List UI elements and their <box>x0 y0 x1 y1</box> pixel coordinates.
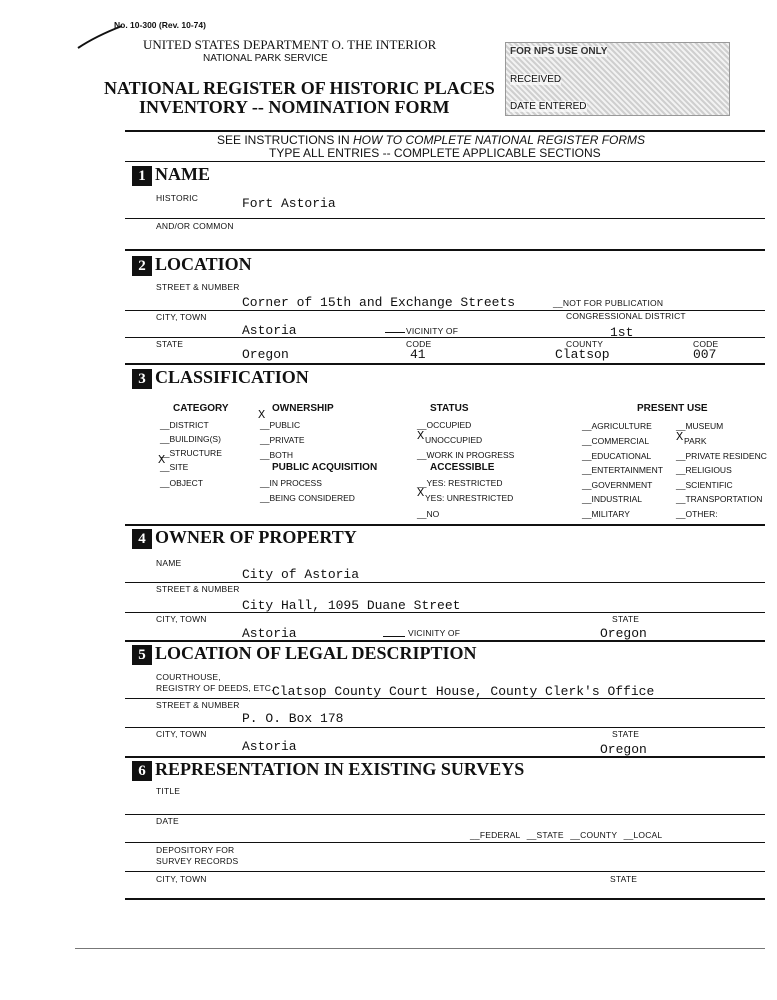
field-divider <box>125 612 765 613</box>
survey-city-label: CITY, TOWN <box>156 874 207 884</box>
legal-city-label: CITY, TOWN <box>156 729 207 739</box>
form-number: No. 10-300 (Rev. 10-74) <box>114 20 206 30</box>
ownership-public: __PUBLIC <box>260 420 301 430</box>
legal-city-value: Astoria <box>242 739 297 754</box>
survey-date-label: DATE <box>156 816 179 826</box>
status-heading: STATUS <box>430 403 469 414</box>
use-government: __GOVERNMENT <box>582 480 653 490</box>
use-military: __MILITARY <box>582 509 630 519</box>
use-entertainment: __ENTERTAINMENT <box>582 465 663 475</box>
use-scientific: __SCIENTIFIC <box>676 480 733 490</box>
ownership-both: __BOTH <box>260 450 294 460</box>
status-unoccupied: UNOCCUPIED <box>425 435 483 445</box>
survey-state-label: STATE <box>610 874 638 884</box>
use-transportation: __TRANSPORTATION <box>676 494 763 504</box>
acquisition-in-process: __IN PROCESS <box>260 478 322 488</box>
nps-use-label: FOR NPS USE ONLY <box>510 46 608 57</box>
instructions-divider <box>125 161 765 162</box>
field-divider <box>125 727 765 728</box>
owner-state-value: Oregon <box>600 626 647 641</box>
owner-name-label: NAME <box>156 558 182 568</box>
status-work-in-progress: __WORK IN PROGRESS <box>417 450 515 460</box>
ownership-private: __PRIVATE <box>260 435 305 445</box>
header-divider <box>125 130 765 132</box>
section-number-3: 3 <box>132 369 152 389</box>
state-value: Oregon <box>242 347 289 362</box>
section-divider <box>125 363 765 365</box>
section-title-legal-description: LOCATION OF LEGAL DESCRIPTION <box>155 643 477 663</box>
field-divider <box>125 218 765 219</box>
field-divider <box>125 698 765 699</box>
use-industrial: __INDUSTRIAL <box>582 494 642 504</box>
ownership-heading: OWNERSHIP <box>272 403 334 414</box>
field-divider <box>125 871 765 872</box>
legal-state-label: STATE <box>612 729 640 739</box>
category-district: __DISTRICT <box>160 420 209 430</box>
county-value: Clatsop <box>555 347 610 362</box>
owner-street-value: City Hall, 1095 Duane Street <box>242 598 461 613</box>
accessible-heading: ACCESSIBLE <box>430 462 495 473</box>
category-object: __OBJECT <box>160 478 203 488</box>
state-label: STATE <box>156 339 184 349</box>
legal-street-value: P. O. Box 178 <box>242 711 344 726</box>
pen-mark-icon <box>76 22 126 52</box>
vicinity-label: VICINITY OF <box>406 326 459 336</box>
section-number-6: 6 <box>132 761 152 781</box>
form-title-line2: INVENTORY -- NOMINATION FORM <box>139 97 450 117</box>
owner-street-label: STREET & NUMBER <box>156 584 240 594</box>
site-check-mark: X <box>158 453 166 467</box>
use-educational: __EDUCATIONAL <box>582 451 652 461</box>
acquisition-being-considered: __BEING CONSIDERED <box>260 493 355 503</box>
accessible-restricted: __YES: RESTRICTED <box>417 478 503 488</box>
legal-street-label: STREET & NUMBER <box>156 700 240 710</box>
county-code-label: CODE <box>693 339 719 349</box>
accessible-unrestricted: YES: UNRESTRICTED <box>425 493 514 503</box>
section-divider <box>125 898 765 900</box>
legal-state-value: Oregon <box>600 742 647 757</box>
instructions-guide-title: HOW TO COMPLETE NATIONAL REGISTER FORMS <box>353 133 646 147</box>
owner-city-value: Astoria <box>242 626 297 641</box>
section-title-location: LOCATION <box>155 254 252 274</box>
survey-records-label: SURVEY RECORDS <box>156 856 239 866</box>
use-private-residence: __PRIVATE RESIDENC <box>676 451 767 461</box>
date-entered-label: DATE ENTERED <box>510 101 587 112</box>
city-value: Astoria <box>242 323 297 338</box>
state-code-label: CODE <box>406 339 432 349</box>
public-acquisition-heading: PUBLIC ACQUISITION <box>272 462 378 473</box>
vicinity-blank <box>385 332 405 333</box>
section-number-1: 1 <box>132 166 152 186</box>
street-number-label: STREET & NUMBER <box>156 282 240 292</box>
service-name: NATIONAL PARK SERVICE <box>203 53 328 64</box>
category-heading: CATEGORY <box>173 403 229 414</box>
vicinity-blank <box>383 636 405 637</box>
park-check-mark: X <box>676 430 684 444</box>
section-title-classification: CLASSIFICATION <box>155 367 309 387</box>
owner-vicinity-label: VICINITY OF <box>408 628 461 638</box>
received-label: RECEIVED <box>510 74 562 85</box>
section-divider <box>125 756 765 758</box>
section-divider <box>125 524 765 526</box>
instructions-prefix: SEE INSTRUCTIONS IN <box>217 133 354 147</box>
survey-title-label: TITLE <box>156 786 181 796</box>
street-value: Corner of 15th and Exchange Streets <box>242 295 516 310</box>
field-divider <box>125 842 765 843</box>
nps-use-box <box>505 42 730 116</box>
city-town-label: CITY, TOWN <box>156 312 207 322</box>
section-divider <box>125 640 765 642</box>
section-title-name: NAME <box>155 164 210 184</box>
field-divider <box>125 814 765 815</box>
section-divider <box>125 249 765 251</box>
category-structure: __STRUCTURE <box>160 448 222 458</box>
accessible-no: __NO <box>417 509 440 519</box>
section-number-5: 5 <box>132 645 152 665</box>
survey-levels: __FEDERAL __STATE __COUNTY __LOCAL <box>470 830 663 840</box>
owner-city-label: CITY, TOWN <box>156 614 207 624</box>
category-site: __SITE <box>160 462 189 472</box>
section-title-surveys: REPRESENTATION IN EXISTING SURVEYS <box>155 759 525 779</box>
present-use-heading: PRESENT USE <box>637 403 708 414</box>
use-park: PARK <box>684 436 707 446</box>
owner-state-label: STATE <box>612 614 640 624</box>
use-religious: __RELIGIOUS <box>676 465 732 475</box>
county-label: COUNTY <box>566 339 604 349</box>
not-for-publication: __NOT FOR PUBLICATION <box>553 298 664 308</box>
page-bottom-line <box>75 948 765 949</box>
section-title-owner: OWNER OF PROPERTY <box>155 527 357 547</box>
department-name: UNITED STATES DEPARTMENT O. THE INTERIOR <box>143 37 437 52</box>
field-divider <box>125 337 765 338</box>
use-agriculture: __AGRICULTURE <box>582 421 652 431</box>
historic-label: HISTORIC <box>156 193 199 203</box>
instructions-line1 <box>217 133 645 147</box>
registry-label: REGISTRY OF DEEDS, ETC. <box>156 683 274 693</box>
status-occupied: __OCCUPIED <box>417 420 472 430</box>
use-other: __OTHER: <box>676 509 718 519</box>
unoccupied-check-mark: X <box>417 429 425 443</box>
use-commercial: __COMMERCIAL <box>582 436 650 446</box>
courthouse-label: COURTHOUSE, <box>156 672 221 682</box>
owner-name-value: City of Astoria <box>242 567 360 582</box>
unrestricted-check-mark: X <box>417 486 425 500</box>
courthouse-value: Clatsop County Court House, County Clerk's Office <box>272 684 655 699</box>
category-buildings: __BUILDING(S) <box>160 434 221 444</box>
common-name-label: AND/OR COMMON <box>156 221 234 231</box>
state-code-value: 41 <box>410 347 426 362</box>
section-number-2: 2 <box>132 256 152 276</box>
instructions-line2: TYPE ALL ENTRIES -- COMPLETE APPLICABLE SECTIONS <box>269 146 601 160</box>
form-title-line1: NATIONAL REGISTER OF HISTORIC PLACES <box>104 78 495 98</box>
historic-name-value: Fort Astoria <box>242 196 336 211</box>
depository-label: DEPOSITORY FOR <box>156 845 235 855</box>
use-museum: __MUSEUM <box>676 421 724 431</box>
section-number-4: 4 <box>132 529 152 549</box>
congressional-district-value: 1st <box>610 325 634 340</box>
congressional-district-label: CONGRESSIONAL DISTRICT <box>566 311 686 321</box>
field-divider <box>125 582 765 583</box>
public-check-mark: X <box>258 408 266 422</box>
county-code-value: 007 <box>693 347 717 362</box>
